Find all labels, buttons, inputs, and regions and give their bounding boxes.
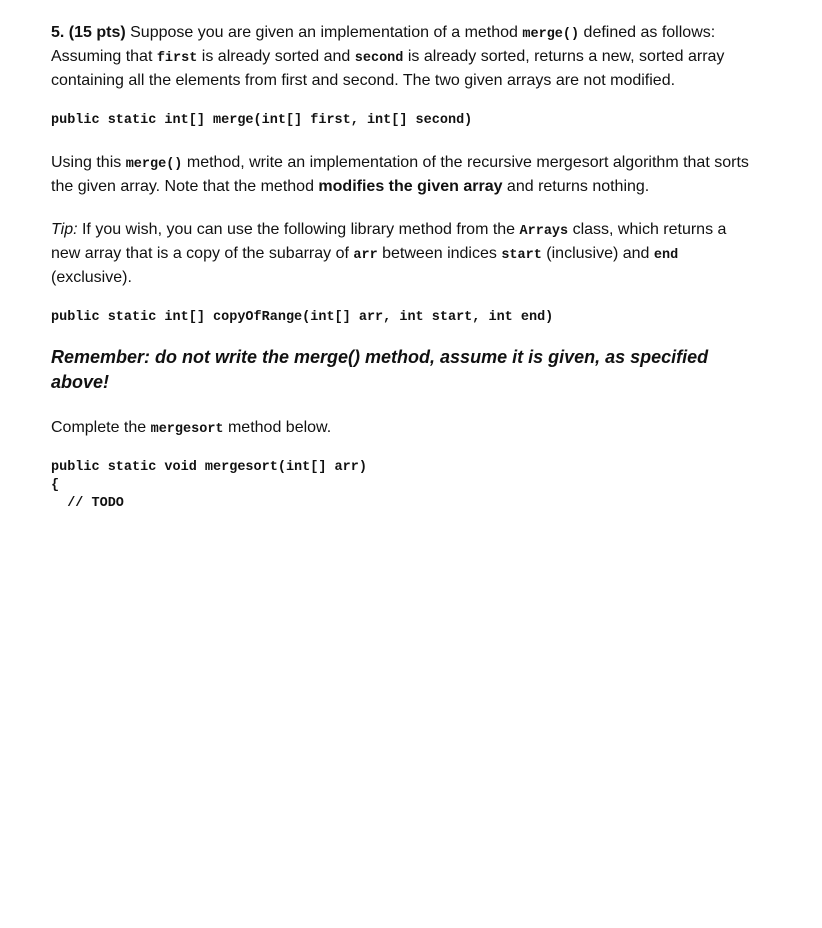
tip-code-start: start <box>501 248 542 263</box>
mergesort-code-line-1: public static void mergesort(int[] arr) <box>51 460 367 475</box>
copy-of-range-signature: public static int[] copyOfRange(int[] arr, int start, int end) <box>51 310 554 325</box>
question-intro <box>51 22 741 92</box>
intro-text-1: Suppose you are given an implementation of a method <box>125 24 523 41</box>
question-number: 5. (15 pts) <box>51 24 126 41</box>
tip-code-arr: arr <box>353 248 378 263</box>
tip-code-arrays: Arrays <box>519 224 569 239</box>
tip-code-end: end <box>653 248 679 263</box>
intro-code-second: second <box>354 51 404 66</box>
mergesort-code-line-2: { <box>51 478 60 493</box>
tip-label: Tip: <box>51 221 78 238</box>
intro-text-4: is already sorted, returns a new, sorted array containing all the elements from first and second. The two given arrays are not modified. <box>51 48 725 89</box>
mergesort-code-block <box>51 459 771 513</box>
tip-text-5: (exclusive). <box>51 269 132 286</box>
question-page <box>51 18 771 513</box>
task-text-3: and returns nothing. <box>502 178 650 195</box>
intro-code-merge: merge() <box>522 27 580 42</box>
tip-text-1: If you wish, you can use the following library method from the <box>77 221 520 238</box>
tip-paragraph <box>51 219 756 289</box>
intro-text-2: defined as follows: Assuming that <box>51 24 716 65</box>
merge-signature: public static int[] merge(int[] first, int[] second) <box>51 113 473 128</box>
intro-text-3: is already sorted and <box>197 48 355 65</box>
tip-text-2: class, which returns a new array that is a copy of the subarray of <box>51 221 727 262</box>
intro-code-first: first <box>156 51 198 66</box>
tip-text-3: between indices <box>377 245 502 262</box>
tip-text-4: (inclusive) and <box>541 245 654 262</box>
task-description <box>51 152 756 198</box>
task-code-merge: merge() <box>125 157 183 172</box>
task-text-1: Using this <box>51 154 126 171</box>
remember-note: Remember: do not write the merge() method, assume it is given, as specified above! <box>51 347 709 392</box>
task-bold-modifies: modifies the given array <box>318 178 503 195</box>
mergesort-code-line-3: // TODO <box>51 496 124 511</box>
complete-code-mergesort: mergesort <box>150 422 224 437</box>
task-text-2: method, write an implementation of the recursive mergesort algorithm that sorts the given array. Note that the method <box>51 154 749 195</box>
complete-text-1: Complete the <box>51 419 151 436</box>
complete-text-2: method below. <box>223 419 332 436</box>
complete-instruction <box>51 417 771 441</box>
